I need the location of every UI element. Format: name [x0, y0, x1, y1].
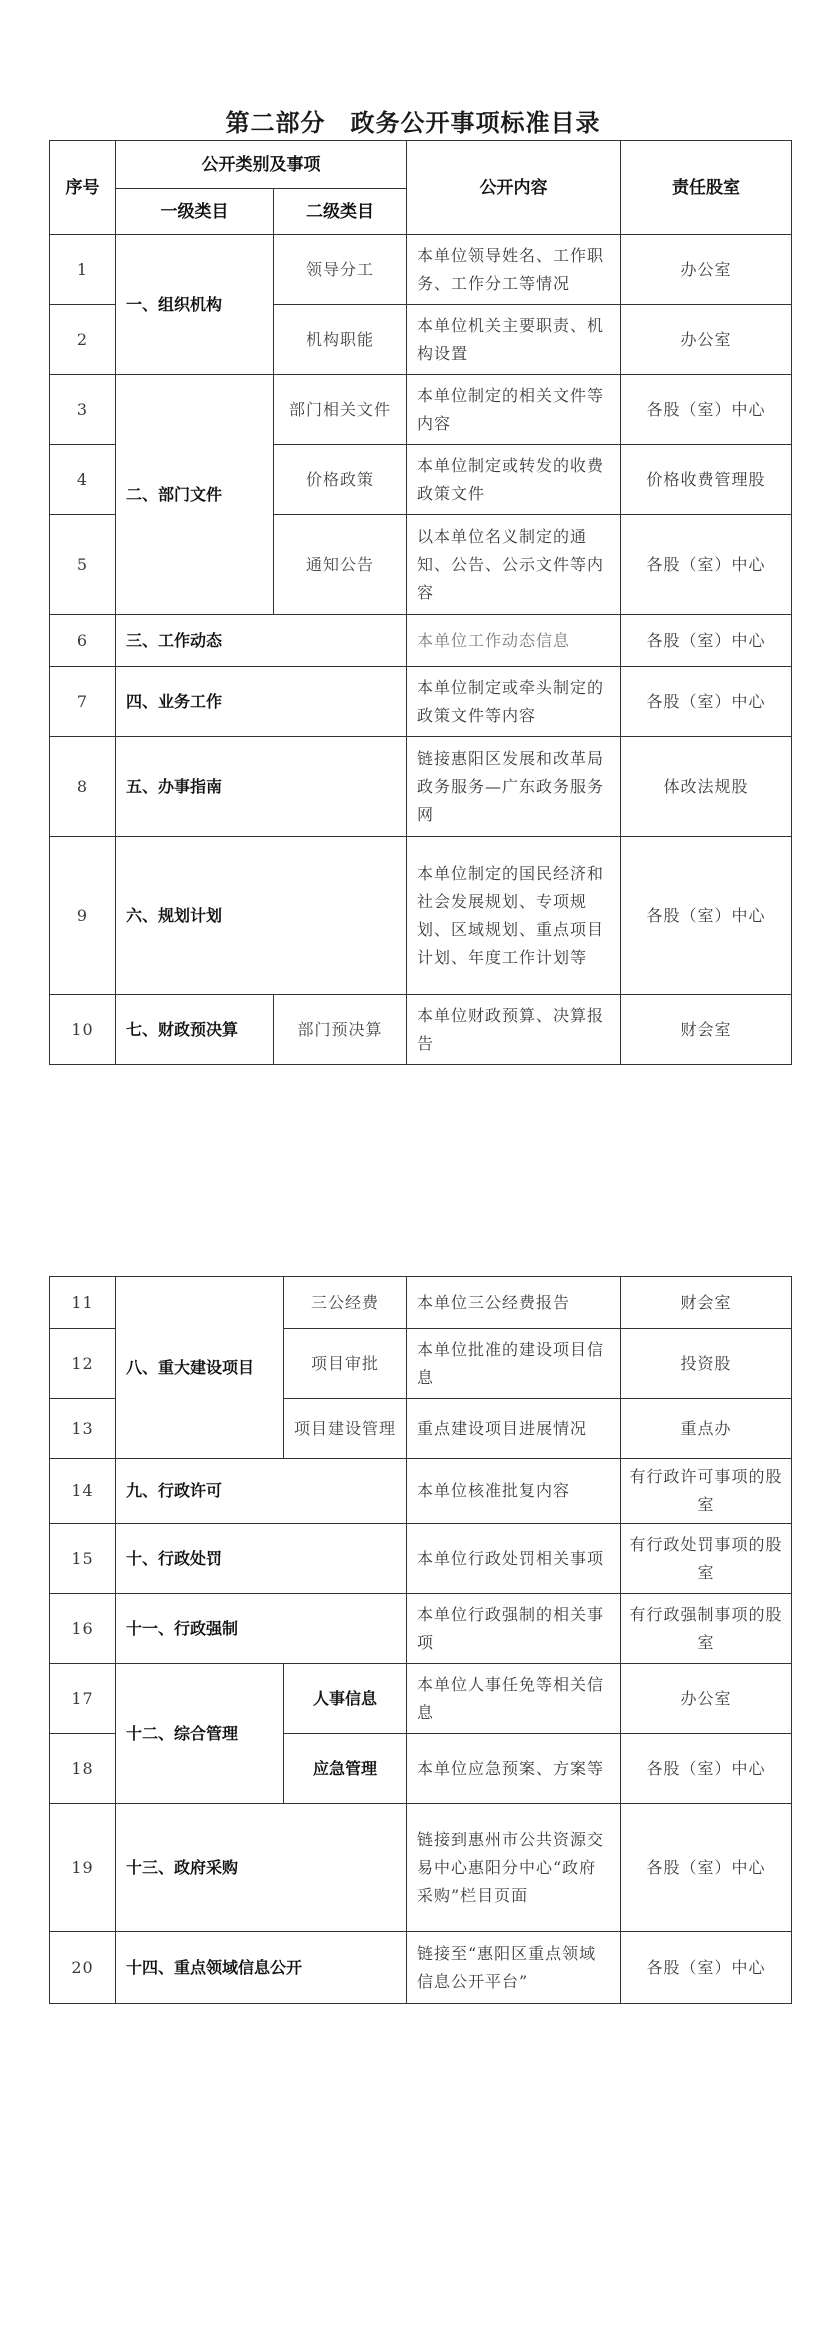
row-number: 16 — [50, 1594, 116, 1664]
row-number: 15 — [50, 1524, 116, 1594]
row-number: 18 — [50, 1734, 116, 1804]
header-content: 公开内容 — [407, 141, 621, 235]
content-cell: 本单位制定的国民经济和社会发展规划、专项规划、区域规划、重点项目计划、年度工作计划等 — [407, 837, 621, 995]
content-cell: 本单位行政强制的相关事项 — [407, 1594, 621, 1664]
row-number: 14 — [50, 1459, 116, 1524]
table-row — [50, 1594, 792, 1664]
dept-cell: 办公室 — [621, 1664, 792, 1734]
level2-category: 项目建设管理 — [284, 1399, 407, 1459]
table-row — [50, 615, 792, 667]
page-title: 第二部分 政务公开事项标准目录 — [225, 109, 601, 137]
level1-category: 十二、综合管理 — [116, 1664, 284, 1804]
level1-category: 十一、行政强制 — [116, 1594, 407, 1664]
dept-cell: 财会室 — [621, 995, 792, 1065]
row-number: 6 — [50, 615, 116, 667]
table-row — [50, 1524, 792, 1594]
content-cell: 本单位制定的相关文件等内容 — [407, 375, 621, 445]
level1-category: 六、规划计划 — [116, 837, 407, 995]
row-number: 2 — [50, 305, 116, 375]
content-cell: 本单位工作动态信息 — [407, 615, 621, 667]
level1-category: 七、财政预决算 — [116, 995, 274, 1065]
content-cell: 本单位制定或转发的收费政策文件 — [407, 445, 621, 515]
content-cell: 本单位领导姓名、工作职务、工作分工等情况 — [407, 235, 621, 305]
dept-cell: 办公室 — [621, 235, 792, 305]
level1-category: 四、业务工作 — [116, 667, 407, 737]
row-number: 1 — [50, 235, 116, 305]
content-cell: 以本单位名义制定的通知、公告、公示文件等内容 — [407, 515, 621, 615]
table-row — [50, 1932, 792, 2004]
dept-cell: 重点办 — [621, 1399, 792, 1459]
dept-cell: 各股（室）中心 — [621, 375, 792, 445]
catalog-table-part2 — [49, 1276, 792, 2004]
level2-category: 部门预决算 — [274, 995, 407, 1065]
row-number: 9 — [50, 837, 116, 995]
table-row — [50, 375, 792, 445]
table-row — [50, 667, 792, 737]
row-number: 11 — [50, 1277, 116, 1329]
level1-category: 十、行政处罚 — [116, 1524, 407, 1594]
dept-cell: 有行政强制事项的股室 — [621, 1594, 792, 1664]
header-seq: 序号 — [50, 141, 116, 235]
level1-category: 九、行政许可 — [116, 1459, 407, 1524]
content-cell: 本单位应急预案、方案等 — [407, 1734, 621, 1804]
level2-category: 应急管理 — [284, 1734, 407, 1804]
table-row — [50, 1459, 792, 1524]
dept-cell: 有行政许可事项的股室 — [621, 1459, 792, 1524]
dept-cell: 投资股 — [621, 1329, 792, 1399]
dept-cell: 财会室 — [621, 1277, 792, 1329]
header-category-group: 公开类别及事项 — [116, 141, 407, 189]
table-row — [50, 1277, 792, 1329]
row-number: 5 — [50, 515, 116, 615]
dept-cell: 各股（室）中心 — [621, 1804, 792, 1932]
table-row — [50, 737, 792, 837]
dept-cell: 办公室 — [621, 305, 792, 375]
content-cell: 本单位财政预算、决算报告 — [407, 995, 621, 1065]
header-level2: 二级类目 — [274, 189, 407, 235]
level1-category: 一、组织机构 — [116, 235, 274, 375]
table-row — [50, 1664, 792, 1734]
row-number: 8 — [50, 737, 116, 837]
content-cell: 本单位三公经费报告 — [407, 1277, 621, 1329]
row-number: 4 — [50, 445, 116, 515]
content-cell: 链接到惠州市公共资源交易中心惠阳分中心“政府采购”栏目页面 — [407, 1804, 621, 1932]
level2-category: 部门相关文件 — [274, 375, 407, 445]
level2-category: 价格政策 — [274, 445, 407, 515]
content-cell: 本单位行政处罚相关事项 — [407, 1524, 621, 1594]
content-cell: 链接惠阳区发展和改革局政务服务—广东政务服务网 — [407, 737, 621, 837]
table-row — [50, 235, 792, 305]
dept-cell: 各股（室）中心 — [621, 837, 792, 995]
dept-cell: 各股（室）中心 — [621, 615, 792, 667]
dept-cell: 价格收费管理股 — [621, 445, 792, 515]
content-cell: 本单位批准的建设项目信息 — [407, 1329, 621, 1399]
header-level1: 一级类目 — [116, 189, 274, 235]
header-dept: 责任股室 — [621, 141, 792, 235]
level1-category: 五、办事指南 — [116, 737, 407, 837]
dept-cell: 各股（室）中心 — [621, 1932, 792, 2004]
content-cell: 本单位人事任免等相关信息 — [407, 1664, 621, 1734]
content-cell: 本单位机关主要职责、机构设置 — [407, 305, 621, 375]
content-cell: 链接至“惠阳区重点领域信息公开平台” — [407, 1932, 621, 2004]
row-number: 19 — [50, 1804, 116, 1932]
level1-category: 三、工作动态 — [116, 615, 407, 667]
dept-cell: 体改法规股 — [621, 737, 792, 837]
catalog-table-part1 — [49, 140, 792, 1065]
row-number: 10 — [50, 995, 116, 1065]
dept-cell: 各股（室）中心 — [621, 515, 792, 615]
row-number: 12 — [50, 1329, 116, 1399]
level2-category: 项目审批 — [284, 1329, 407, 1399]
level1-category: 十三、政府采购 — [116, 1804, 407, 1932]
row-number: 17 — [50, 1664, 116, 1734]
level1-category: 十四、重点领域信息公开 — [116, 1932, 407, 2004]
level1-category: 八、重大建设项目 — [116, 1277, 284, 1459]
content-cell: 本单位制定或牵头制定的政策文件等内容 — [407, 667, 621, 737]
level2-category: 三公经费 — [284, 1277, 407, 1329]
table-row — [50, 995, 792, 1065]
dept-cell: 有行政处罚事项的股室 — [621, 1524, 792, 1594]
level2-category: 领导分工 — [274, 235, 407, 305]
level2-category: 机构职能 — [274, 305, 407, 375]
dept-cell: 各股（室）中心 — [621, 667, 792, 737]
content-cell: 本单位核准批复内容 — [407, 1459, 621, 1524]
header-row — [50, 141, 792, 189]
table-row — [50, 837, 792, 995]
row-number: 13 — [50, 1399, 116, 1459]
row-number: 3 — [50, 375, 116, 445]
row-number: 7 — [50, 667, 116, 737]
table-row — [50, 1804, 792, 1932]
dept-cell: 各股（室）中心 — [621, 1734, 792, 1804]
content-cell: 重点建设项目进展情况 — [407, 1399, 621, 1459]
level1-category: 二、部门文件 — [116, 375, 274, 615]
level2-category: 人事信息 — [284, 1664, 407, 1734]
level2-category: 通知公告 — [274, 515, 407, 615]
row-number: 20 — [50, 1932, 116, 2004]
